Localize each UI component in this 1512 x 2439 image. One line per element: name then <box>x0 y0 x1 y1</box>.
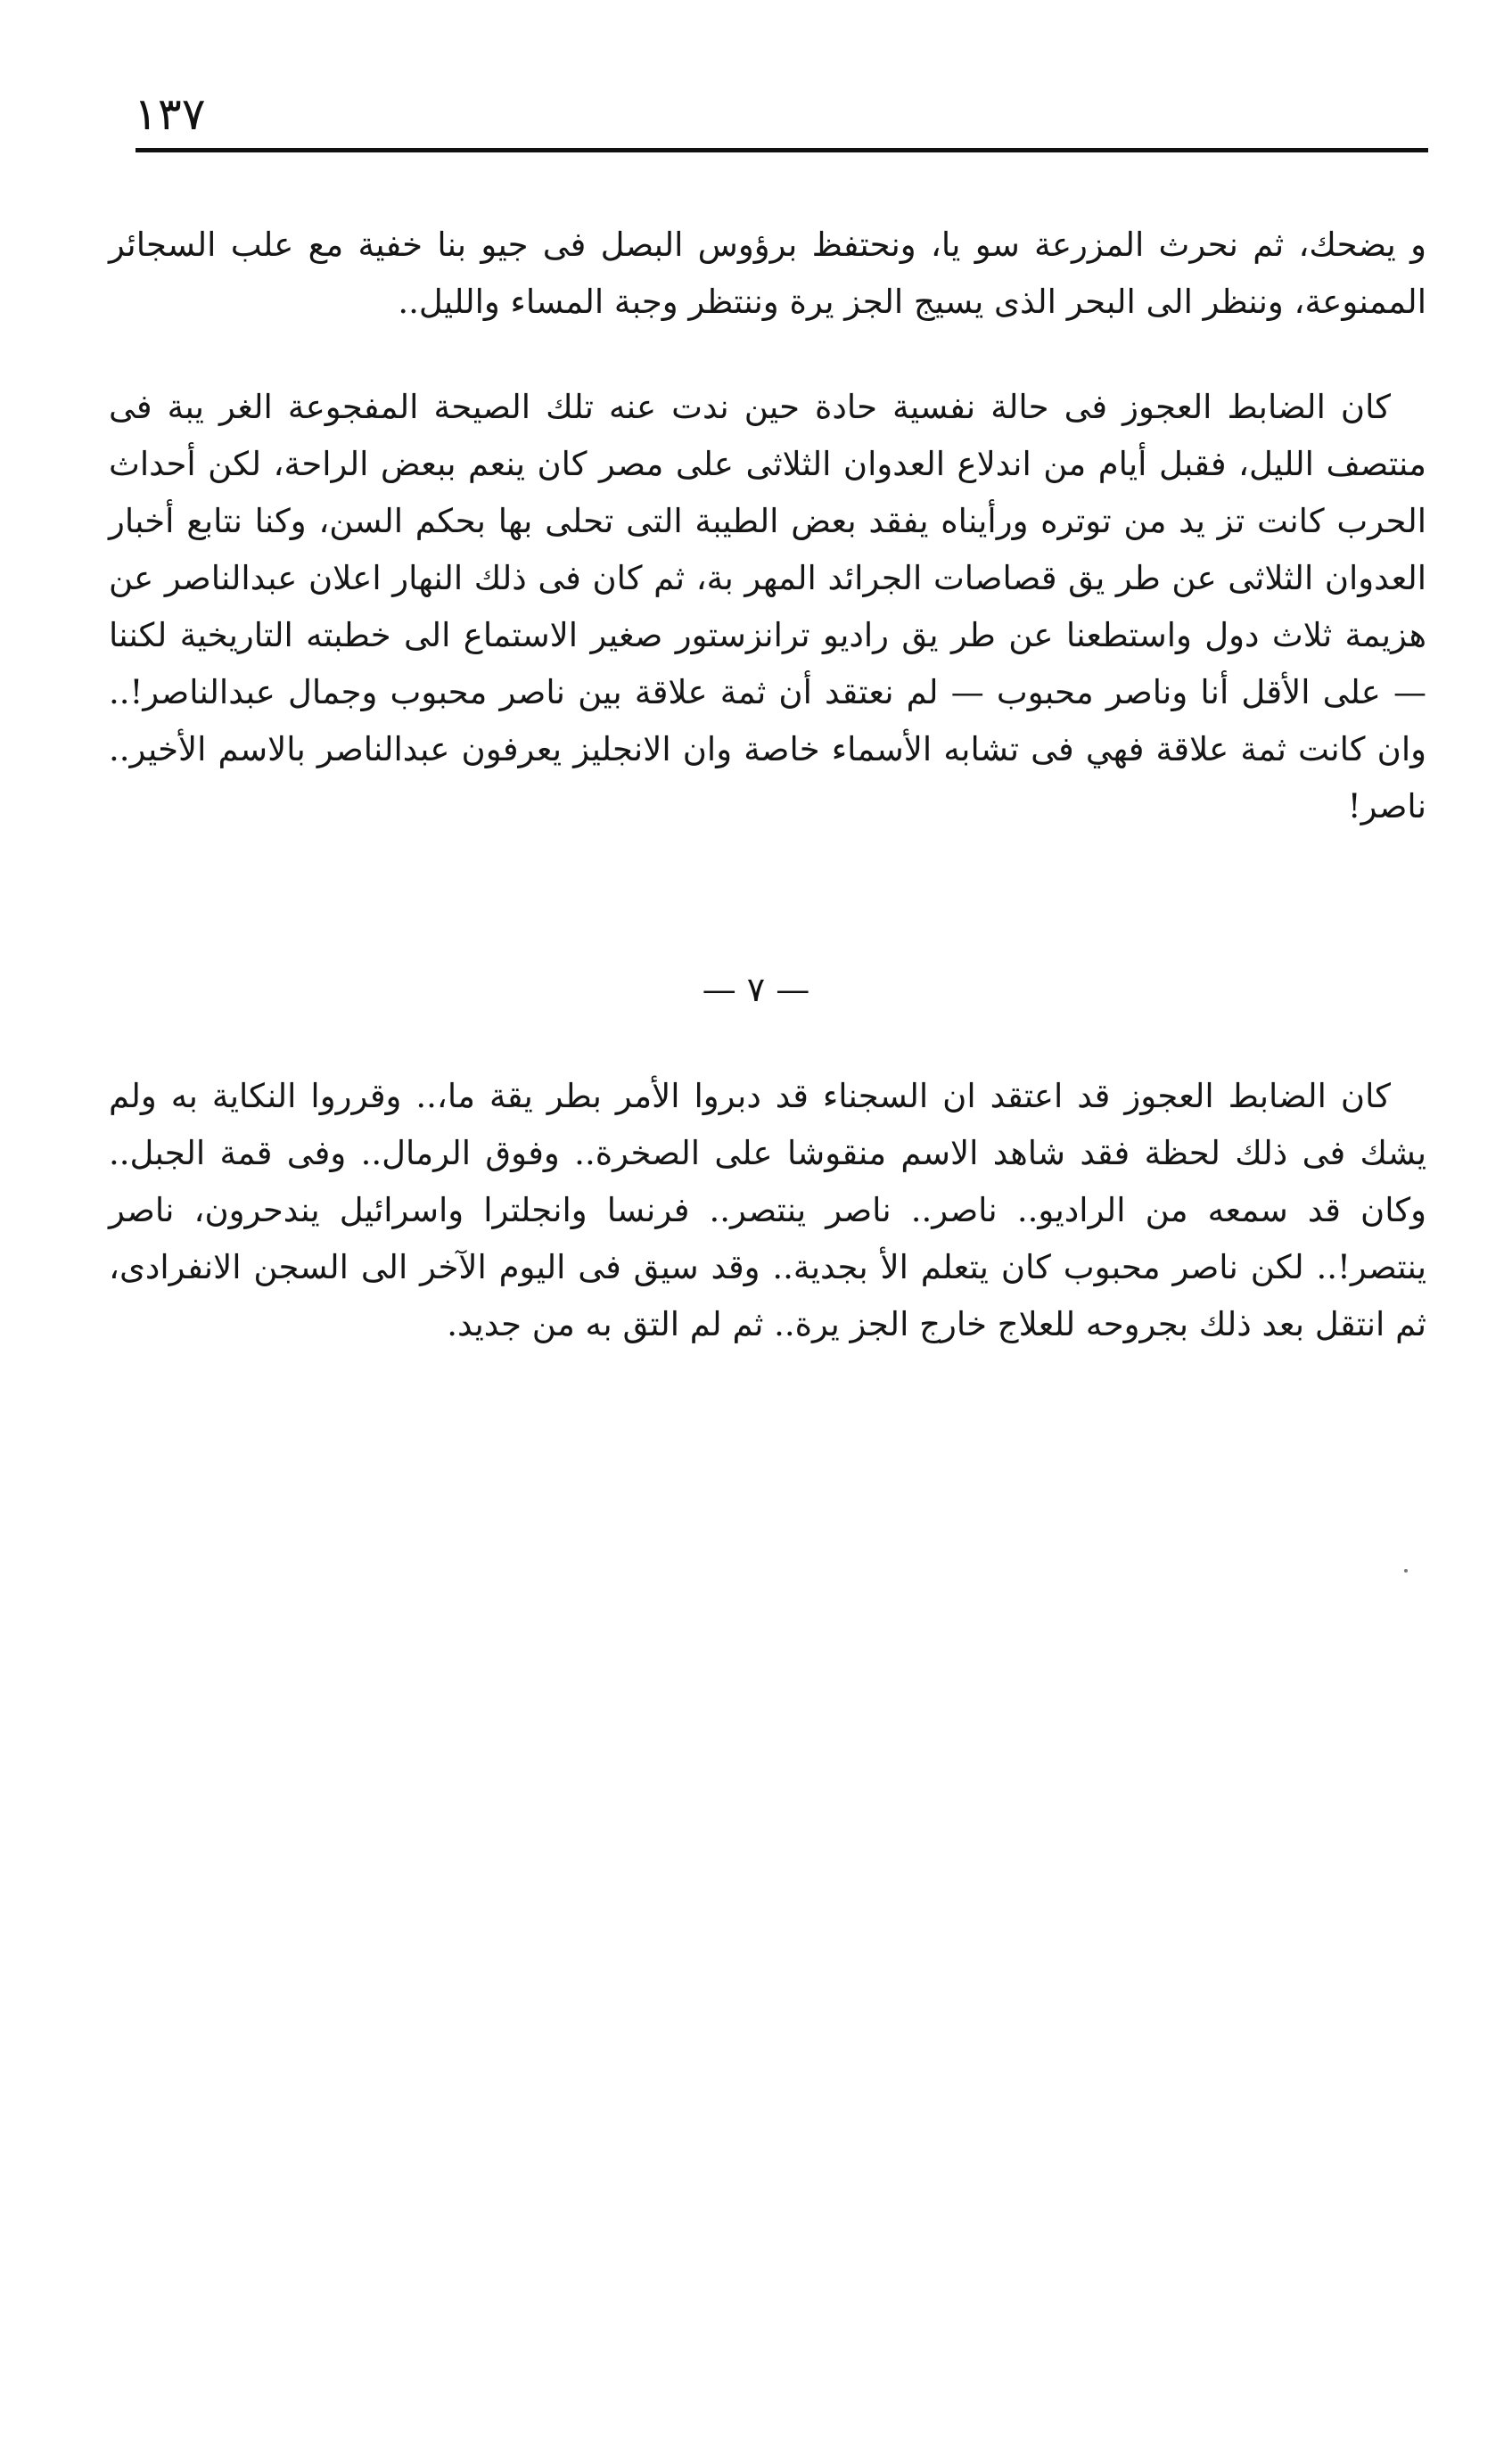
paragraph-text: و يضحك، ثم نحرث المزرعة سو يا، ونحتفظ برؤوس البصل فى جيو بنا خفية مع علب السجائر الممنوعة، وننظر الى البحر الذى يسيج الجز يرة وننتظر وجبة المساء والليل.. <box>109 226 1426 321</box>
paragraph-text: كان الضابط العجوز فى حالة نفسية حادة حين ندت عنه تلك الصيحة المفجوعة الغر يبة فى منتصف الليل، فقبل أيام من اندلاع العدوان الثلاثى على مصر كان ينعم ببعض الراحة، لكن أحداث الحرب كانت تز يد من توتره ورأيناه يفقد بعض الطيبة التى تحلى بها بحكم السن، وكنا نتابع أخبار العدوان الثلاثى عن طر يق قصاصات الجرائد المهر بة، ثم كان فى ذلك النهار اعلان عبدالناصر عن هزيمة ثلاث دول واستطعنا عن طر يق راديو ترانزستور صغير الاستماع الى خطبته التاريخية لكننا — على الأقل أنا وناصر محبوب — لم نعتقد أن ثمة علاقة بين ناصر محبوب وجمال عبدالناصر!.. وان كانت ثمة علاقة فهي فى تشابه الأسماء خاصة وان الانجليز يعرفون عبدالناصر بالاسم الأخير.. ناصر! <box>109 388 1426 825</box>
header-rule <box>136 148 1428 152</box>
paragraph-3 <box>109 1068 1426 1353</box>
paragraph-text: كان الضابط العجوز قد اعتقد ان السجناء قد دبروا الأمر بطر يقة ما،.. وقرروا النكاية به ولم يشك فى ذلك لحظة فقد شاهد الاسم منقوشا على الصخرة.. وفوق الرمال.. وفى قمة الجبل.. وكان قد سمعه من الراديو.. ناصر.. ناصر ينتصر.. فرنسا وانجلترا واسرائيل يندحرون، ناصر ينتصر!.. لكن ناصر محبوب كان يتعلم الأ بجدية.. وقد سيق فى اليوم الآخر الى السجن الانفرادى، ثم انتقل بعد ذلك بجروحه للعلاج خارج الجز يرة.. ثم لم التق به من جديد. <box>109 1077 1426 1343</box>
scan-speck <box>1404 1569 1408 1573</box>
section-number: — ٧ — <box>702 970 810 1009</box>
paragraph-2 <box>109 379 1426 835</box>
page-number: ١٣٧ <box>134 88 206 140</box>
paragraph-1 <box>109 217 1426 331</box>
